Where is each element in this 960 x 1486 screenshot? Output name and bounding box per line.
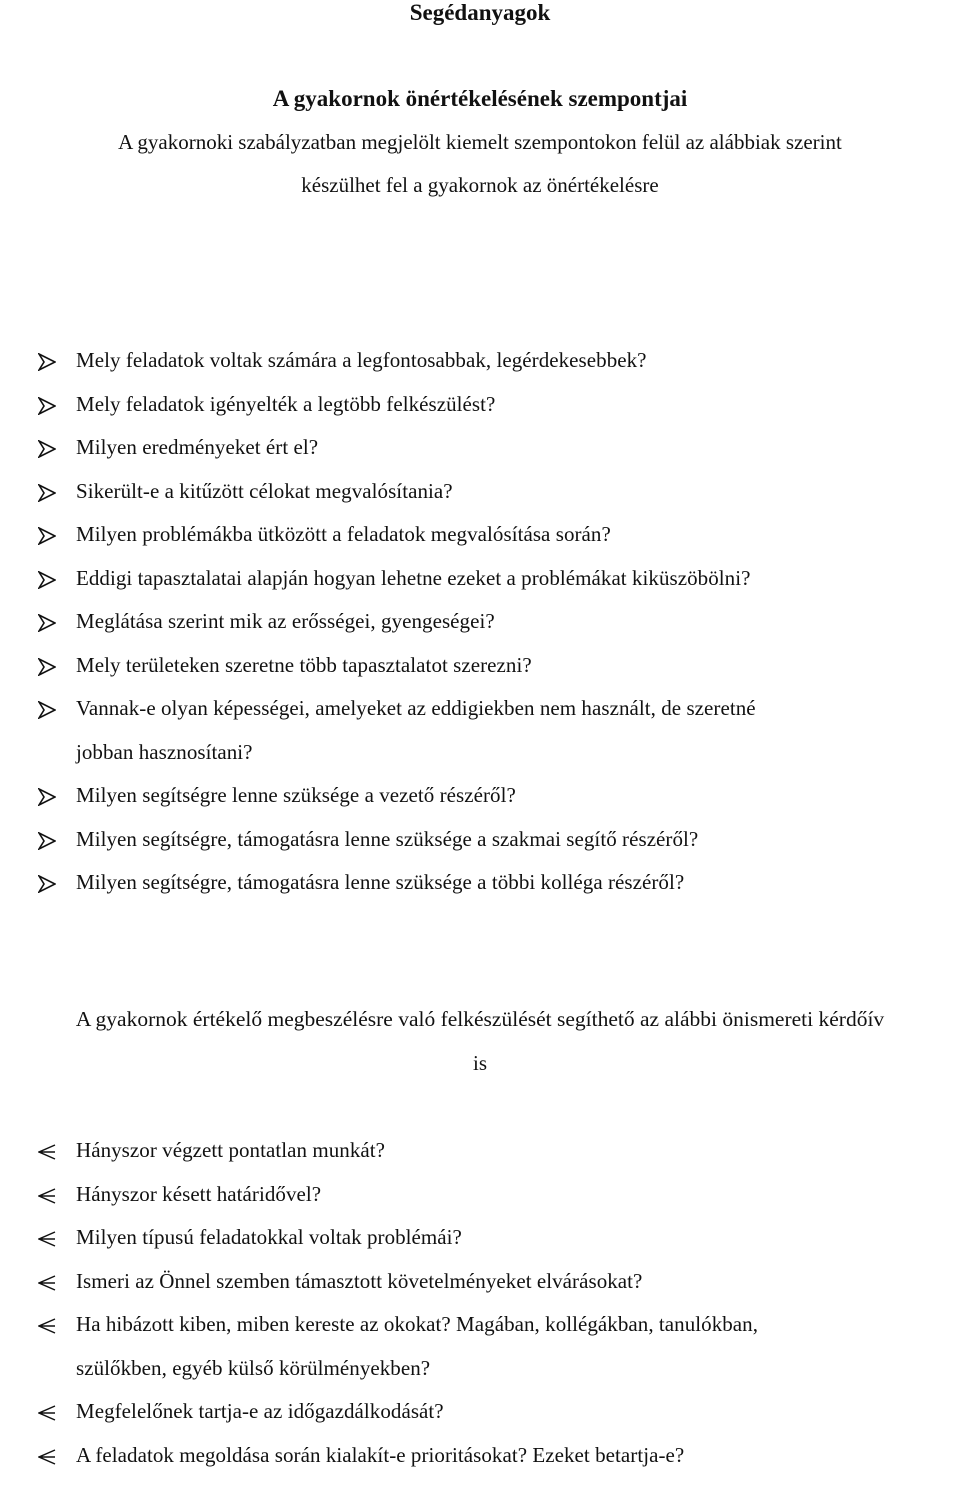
section1-heading: A gyakornok önértékelésének szempontjai (0, 86, 960, 112)
list-item-text: Milyen segítségre, támogatásra lenne szüksége a szakmai segítő részéről? (76, 818, 936, 862)
list-item-text: Ha hibázott kiben, miben kereste az okokat? Magában, kollégákban, tanulókban, (76, 1303, 936, 1347)
list-item-text: Milyen segítségre, támogatásra lenne szüksége a többi kolléga részéről? (76, 861, 936, 905)
list-item-text: Mely területeken szeretne több tapasztalatot szerezni? (76, 644, 936, 688)
arrowhead-right-icon (38, 527, 56, 545)
list-item-text: Sikerült-e a kitűzött célokat megvalósítania? (76, 470, 936, 514)
list-item-text: Eddigi tapasztalatai alapján hogyan lehetne ezeket a problémákat kiküszöbölni? (76, 557, 936, 601)
arrowhead-right-icon (38, 875, 56, 893)
list-item (0, 1443, 960, 1486)
arrowhead-left-icon (38, 1230, 56, 1248)
list-item-text: Hányszor késett határidővel? (76, 1173, 936, 1217)
arrowhead-left-icon (38, 1404, 56, 1422)
list-item-text: Milyen eredményeket ért el? (76, 426, 936, 470)
arrowhead-left-icon (38, 1143, 56, 1161)
section1-intro-line-2: készülhet fel a gyakornok az önértékelésre (0, 172, 960, 198)
list-item-text: Vannak-e olyan képességei, amelyeket az eddigiekben nem használt, de szeretné (76, 687, 936, 731)
self-assessment-questionnaire-list (0, 1138, 960, 1486)
section1-intro-line-1: A gyakornoki szabályzatban megjelölt kiemelt szempontokon felül az alábbiak szerint (0, 129, 960, 155)
arrowhead-right-icon (38, 571, 56, 589)
list-item-text: Megfelelőnek tartja-e az időgazdálkodását? (76, 1390, 936, 1434)
list-item-text: jobban hasznosítani? (76, 731, 936, 775)
page-title: Segédanyagok (0, 0, 960, 26)
arrowhead-right-icon (38, 484, 56, 502)
arrowhead-right-icon (38, 614, 56, 632)
arrowhead-right-icon (38, 397, 56, 415)
arrowhead-right-icon (38, 440, 56, 458)
arrowhead-right-icon (38, 832, 56, 850)
self-evaluation-list (0, 348, 960, 914)
list-item (0, 870, 960, 914)
list-item-text: A feladatok megoldása során kialakít-e prioritásokat? Ezeket betartja-e? (76, 1434, 936, 1478)
section2-intro-line-2: is (0, 1050, 960, 1076)
section2-intro-line-1: A gyakornok értékelő megbeszélésre való felkészülését segíthető az alábbi önismereti kérdőív (0, 1006, 960, 1032)
list-item-text: szülőkben, egyéb külső körülményekben? (76, 1347, 936, 1391)
list-item-text: Milyen típusú feladatokkal voltak problémái? (76, 1216, 936, 1260)
list-item-text: Meglátása szerint mik az erősségei, gyengeségei? (76, 600, 936, 644)
arrowhead-left-icon (38, 1187, 56, 1205)
arrowhead-right-icon (38, 658, 56, 676)
arrowhead-left-icon (38, 1317, 56, 1335)
arrowhead-right-icon (38, 788, 56, 806)
arrowhead-left-icon (38, 1274, 56, 1292)
arrowhead-right-icon (38, 353, 56, 371)
list-item-text: Mely feladatok voltak számára a legfontosabbak, legérdekesebbek? (76, 339, 936, 383)
arrowhead-right-icon (38, 701, 56, 719)
list-item-text: Milyen problémákba ütközött a feladatok megvalósítása során? (76, 513, 936, 557)
arrowhead-left-icon (38, 1448, 56, 1466)
list-item-text: Hányszor végzett pontatlan munkát? (76, 1129, 936, 1173)
list-item-text: Mely feladatok igényelték a legtöbb felkészülést? (76, 383, 936, 427)
list-item-text: Ismeri az Önnel szemben támasztott követelményeket elvárásokat? (76, 1260, 936, 1304)
list-item-text: Milyen segítségre lenne szüksége a vezető részéről? (76, 774, 936, 818)
